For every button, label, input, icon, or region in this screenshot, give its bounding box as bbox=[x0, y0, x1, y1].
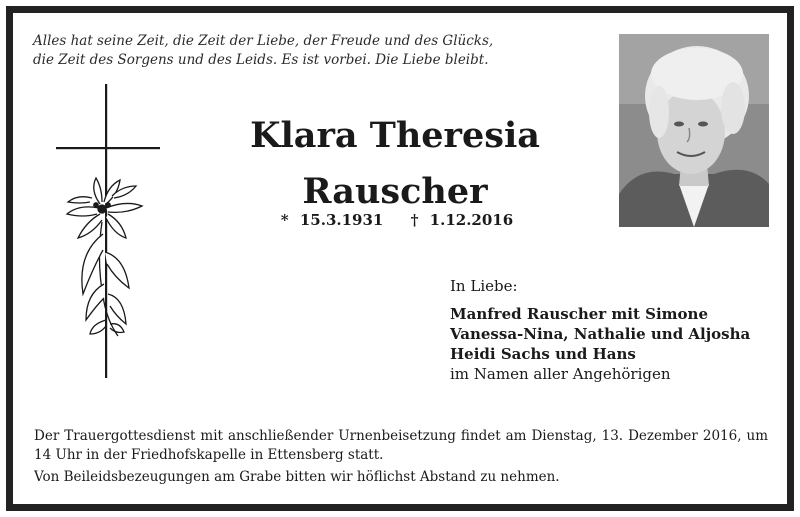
edelweiss-icon bbox=[67, 178, 142, 336]
portrait-image bbox=[619, 34, 769, 227]
birth-date: * 15.3.1931 bbox=[280, 211, 384, 229]
name-second-line: Rauscher bbox=[302, 171, 488, 212]
mourner-line-3: Heidi Sachs und Hans bbox=[450, 345, 636, 363]
funeral-service-notice: Der Trauergottesdienst mit anschließender Urnenbeisetzung findet am Dienstag, 13. Dezember 2016, um 14 Uhr in der Friedhofskapelle in Ettensberg statt. bbox=[34, 428, 768, 463]
mourners-closing: im Namen aller Angehörigen bbox=[450, 365, 671, 383]
motto-line-1: Alles hat seine Zeit, die Zeit der Liebe, der Freude und des Glücks, bbox=[33, 33, 494, 49]
cross-icon bbox=[52, 84, 164, 380]
motto-line-2: die Zeit des Sorgens und des Leids. Es ist vorbei. Die Liebe bleibt. bbox=[33, 52, 489, 68]
portrait-photo bbox=[619, 34, 769, 227]
mourner-line-2: Vanessa-Nina, Nathalie und Aljosha bbox=[450, 325, 751, 343]
mourner-line-1: Manfred Rauscher mit Simone bbox=[450, 305, 709, 323]
life-dates bbox=[272, 211, 522, 229]
name-first-line: Klara Theresia bbox=[250, 115, 540, 156]
deceased-name bbox=[230, 108, 560, 220]
mourners-block bbox=[450, 276, 780, 384]
mourners-intro: In Liebe: bbox=[450, 277, 518, 295]
condolence-request: Von Beileidsbezeugungen am Grabe bitten wir höflichst Abstand zu nehmen. bbox=[34, 469, 560, 485]
death-date: † 1.12.2016 bbox=[410, 211, 514, 229]
cross-with-edelweiss bbox=[52, 84, 164, 380]
motto-verse bbox=[33, 32, 573, 70]
